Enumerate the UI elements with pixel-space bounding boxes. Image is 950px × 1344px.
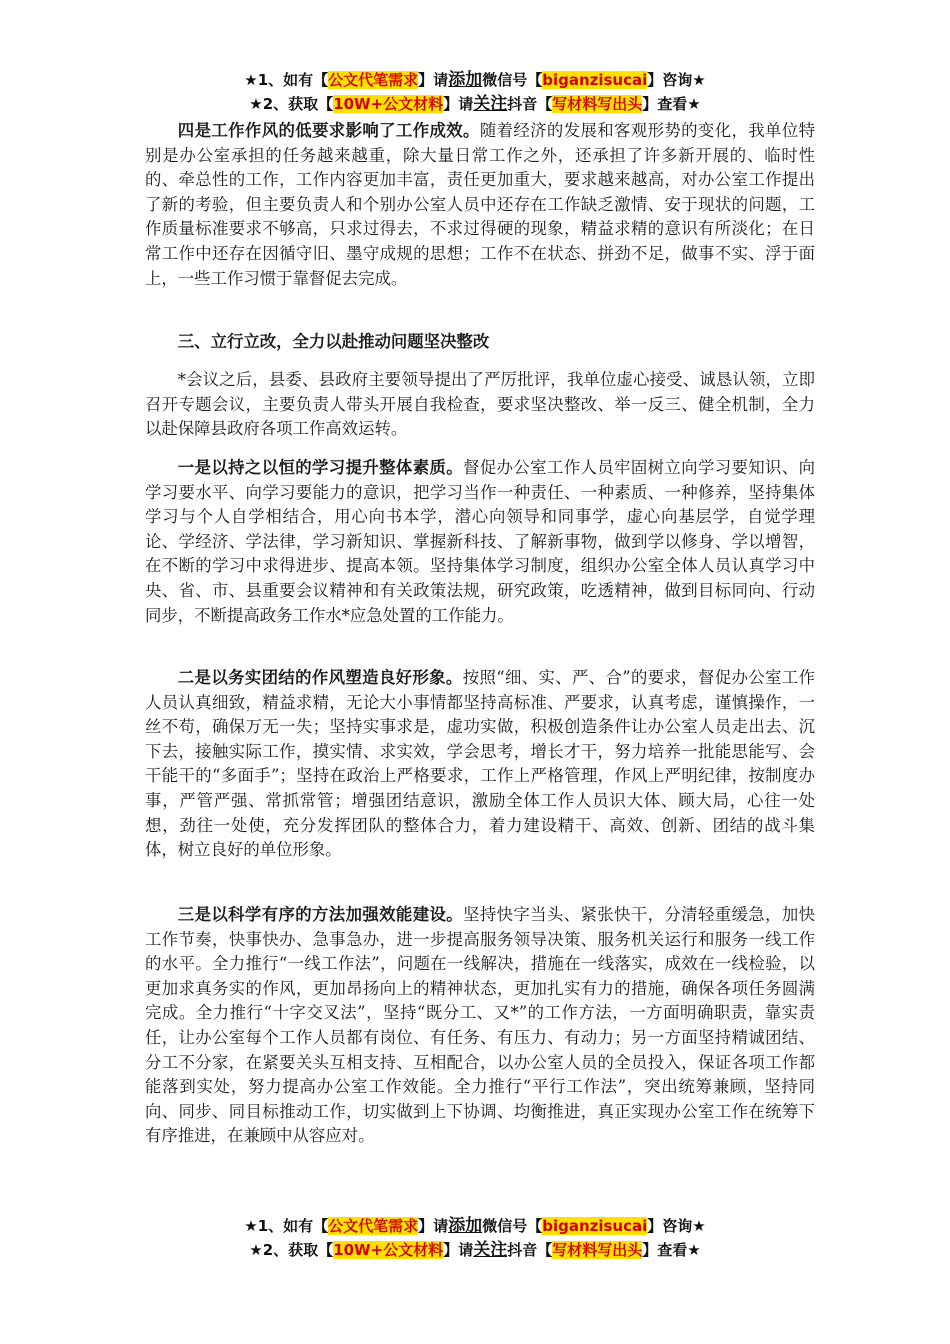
promo-highlight: 10W+公文材料 bbox=[333, 1241, 444, 1259]
promo-banner-top bbox=[0, 68, 950, 116]
paragraph-efficiency bbox=[145, 903, 815, 1149]
promo-wechat-id: biganzisucai bbox=[542, 1217, 648, 1235]
paragraph-lead: 二是以务实团结的作风塑造良好形象。 bbox=[177, 668, 463, 687]
promo-text: 】查看★ bbox=[642, 1241, 701, 1259]
section-heading-3: 三、立行立改，全力以赴推动问题坚决整改 bbox=[177, 332, 490, 351]
paragraph-lead: 三是以科学有序的方法加强效能建设。 bbox=[177, 905, 464, 924]
promo-highlight: 公文代笔需求 bbox=[328, 71, 419, 89]
promo-douyin-id: 写材料写出头 bbox=[552, 1241, 643, 1259]
promo-highlight: 公文代笔需求 bbox=[328, 1217, 419, 1235]
paragraph-body: 随着经济的发展和客观形势的变化，我单位特别是办公室承担的任务越来越重，除大量日常工作之外，还承担了许多新开展的、临时性的、牵总性的工作，工作内容更加丰富，责任更加重大，要求越来越高，对办公室工作提出了新的考验，但主要负责人和个别办公室人员中还存在工作缺乏激情、安于现状的问题，工作质量标准要求不够高，只求过得去，不求过得硬的现象，精益求精的意识有所淡化；在日常工作中还存在因循守旧、墨守成规的思想；工作不在状态、拼劲不足，做事不实、浮于面上，一些工作习惯于靠督促去完成。 bbox=[145, 121, 815, 288]
promo-text: 微信号【 bbox=[482, 1217, 543, 1235]
paragraph-body: 按照“细、实、严、合”的要求，督促办公室工作人员认真细致，精益求精，无论大小事情都坚持高标准、严要求，认真考虑，谨慎操作，一丝不苟，确保万无一失；坚持实事求是，虚功实做，积极创造条件让办公室人员走出去、沉下去，接触实际工作，摸实情、求实效，学会思考，增长才干，努力培养一批能思能写、会干能干的“多面手”；坚持在政治上严格要求，工作上严格管理，作风上严明纪律，按制度办事，严管严强、常抓常管；增强团结意识，激励全体工作人员识大体、顾大局，心往一处想，劲往一处使，充分发挥团队的整体合力，着力建设精干、高效、创新、团结的战斗集体，树立良好的单位形象。 bbox=[145, 668, 816, 860]
paragraph-body: 坚持快字当头、紧张快干，分清轻重缓急，加快工作节奏，快事快办、急事急办，进一步提高服务领导决策、服务机关运行和服务一线工作的水平。全力推行“一线工作法”，问题在一线解决，措施在一线落实，成效在一线检验，以更加求真务实的作风，更加昂扬向上的精神状态，更加扎实有力的措施，确保各项任务圆满完成。全力推行“十字交叉法”，坚持“既分工、又*”的工作方法，一方面明确职责，靠实责任，让办公室每个工作人员都有岗位、有任务、有压力、有动力；另一方面坚持精诚团结、分工不分家，在紧要关头互相支持、互相配合，以办公室人员的全员投入，保证各项工作都能落到实处，努力提高办公室工作效能。全力推行“平行工作法”，突出统筹兼顾，坚持同向、同步、同目标推动工作，切实做到上下协调、均衡推进，真正实现办公室工作在统筹下有序推进，在兼顾中从容应对。 bbox=[145, 905, 816, 1146]
promo-emphasis: 添加 bbox=[448, 70, 483, 90]
promo-text: 】请 bbox=[443, 95, 474, 113]
promo-emphasis: 关注 bbox=[473, 1240, 508, 1260]
promo-text: 】请 bbox=[443, 1241, 474, 1259]
promo-text: 】咨询★ bbox=[647, 71, 706, 89]
paragraph-lead: 四是工作作风的低要求影响了工作成效。 bbox=[177, 121, 480, 140]
paragraph-meeting: *会议之后，县委、县政府主要领导提出了严厉批评，我单位虚心接受、诚恳认领，立即召开专题会议，主要负责人带头开展自我检查，要求坚决整改、举一反三、健全机制，全力以赴保障县政府各项工作高效运转。 bbox=[145, 370, 815, 439]
paragraph-lead: 一是以持之以恒的学习提升整体素质。 bbox=[177, 458, 464, 477]
promo-line-2 bbox=[0, 1238, 950, 1262]
promo-line-2 bbox=[0, 92, 950, 116]
promo-text: 微信号【 bbox=[482, 71, 543, 89]
promo-line-1 bbox=[0, 1214, 950, 1238]
promo-text: 】查看★ bbox=[642, 95, 701, 113]
promo-text: 】请 bbox=[418, 71, 449, 89]
promo-text: 】咨询★ bbox=[647, 1217, 706, 1235]
promo-douyin-id: 写材料写出头 bbox=[552, 95, 643, 113]
promo-text: 抖音【 bbox=[507, 95, 553, 113]
paragraph-work-style bbox=[145, 119, 815, 291]
paragraph-body: 督促办公室工作人员牢固树立向学习要知识、向学习要水平、向学习要能力的意识，把学习当作一种责任、一种素质、一种修养，坚持集体学习与个人自学相结合，用心向书本学，潜心向领导和同事学，虚心向基层学，自觉学理论、学经济、学法律，学习新知识、掌握新科技、了解新事物，做到学以修身、学以增智，在不断的学习中求得进步、提高本领。坚持集体学习制度，组织办公室全体人员认真学习中央、省、市、县重要会议精神和有关政策法规，研究政策，吃透精神，做到目标同向、行动同步，不断提高政务工作水*应急处置的工作能力。 bbox=[145, 458, 816, 625]
paragraph-study bbox=[145, 456, 815, 628]
promo-emphasis: 关注 bbox=[473, 94, 508, 114]
promo-text: 抖音【 bbox=[507, 1241, 553, 1259]
promo-text: ★2、获取【 bbox=[249, 1241, 334, 1259]
promo-highlight: 10W+公文材料 bbox=[333, 95, 444, 113]
promo-text: 】请 bbox=[418, 1217, 449, 1235]
promo-wechat-id: biganzisucai bbox=[542, 71, 648, 89]
promo-text: ★1、如有【 bbox=[244, 71, 329, 89]
promo-banner-bottom bbox=[0, 1214, 950, 1262]
paragraph-image bbox=[145, 666, 815, 863]
promo-text: ★2、获取【 bbox=[249, 95, 334, 113]
promo-text: ★1、如有【 bbox=[244, 1217, 329, 1235]
promo-line-1 bbox=[0, 68, 950, 92]
promo-emphasis: 添加 bbox=[448, 1216, 483, 1236]
